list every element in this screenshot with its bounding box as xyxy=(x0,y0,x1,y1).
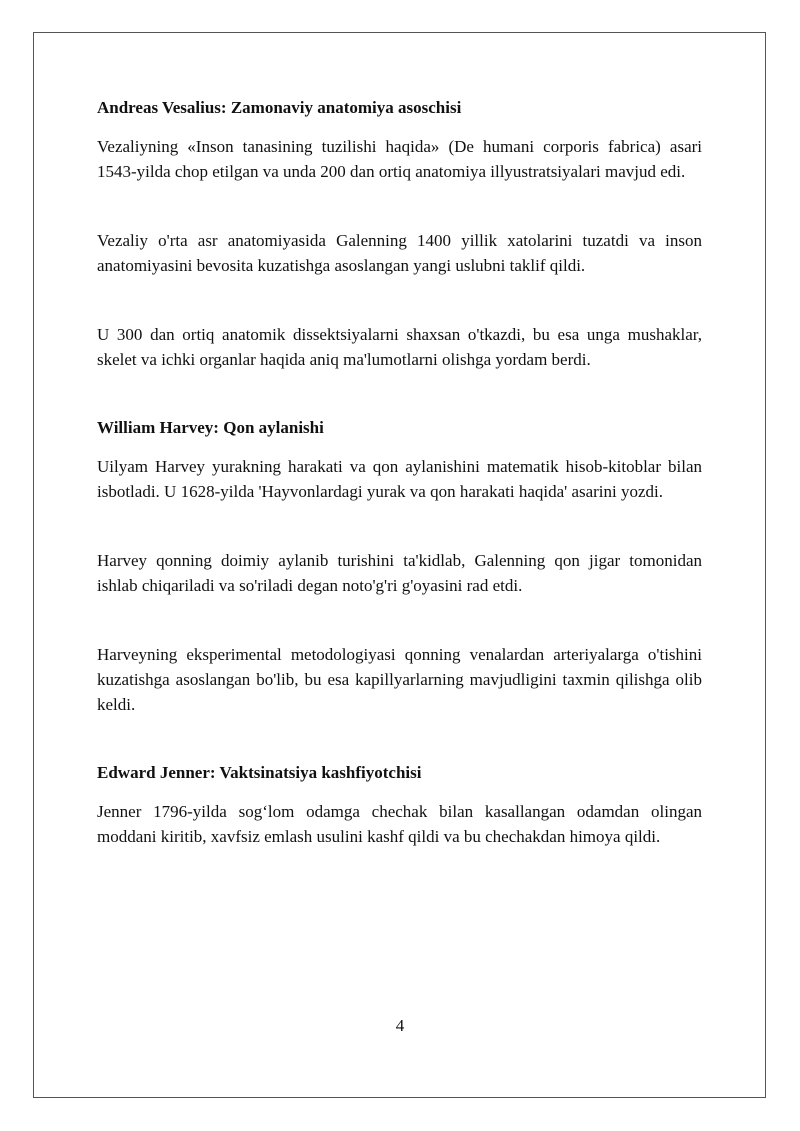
paragraph: Harveyning eksperimental metodologiyasi qonning venalardan arteriyalarga o'tishini kuzatishga asoslangan bo'lib, bu esa kapillyarlarning mavjudligini taxmin qilishga olib keldi. xyxy=(97,645,702,714)
paragraph: Jenner 1796-yilda sog‘lom odamga chechak bilan kasallangan odamdan olingan moddani kiritib, xavfsiz emlash usulini kashf qildi va bu chechakdan himoya qildi. xyxy=(97,802,702,846)
document-body xyxy=(97,95,702,849)
paragraph: Vezaliyning «Inson tanasining tuzilishi haqida» (De humani corporis fabrica) asari 1543-yilda chop etilgan va unda 200 dan ortiq anatomiya illyustratsiyalari mavjud edi. xyxy=(97,137,702,181)
paragraph: Harvey qonning doimiy aylanib turishini ta'kidlab, Galenning qon jigar tomonidan ishlab chiqariladi va so'riladi degan noto'g'ri g'oyasini rad etdi. xyxy=(97,551,702,595)
section-heading: Edward Jenner: Vaktsinatsiya kashfiyotchisi xyxy=(97,763,422,782)
section-heading: Andreas Vesalius: Zamonaviy anatomiya asoschisi xyxy=(97,98,462,117)
paragraph: Uilyam Harvey yurakning harakati va qon aylanishini matematik hisob-kitoblar bilan isbotladi. U 1628-yilda 'Hayvonlardagi yurak va qon harakati haqida' asarini yozdi. xyxy=(97,457,702,501)
paragraph: U 300 dan ortiq anatomik dissektsiyalarni shaxsan o'tkazdi, bu esa unga mushaklar, skelet va ichki organlar haqida aniq ma'lumotlarni olishga yordam berdi. xyxy=(97,325,702,369)
paragraph: Vezaliy o'rta asr anatomiyasida Galenning 1400 yillik xatolarini tuzatdi va inson anatomiyasini bevosita kuzatishga asoslangan yangi uslubni taklif qildi. xyxy=(97,231,702,275)
section-vesalius xyxy=(97,95,702,372)
section-harvey xyxy=(97,415,702,717)
page-number: 4 xyxy=(395,1016,405,1035)
section-heading: William Harvey: Qon aylanishi xyxy=(97,418,324,437)
section-jenner xyxy=(97,760,702,849)
